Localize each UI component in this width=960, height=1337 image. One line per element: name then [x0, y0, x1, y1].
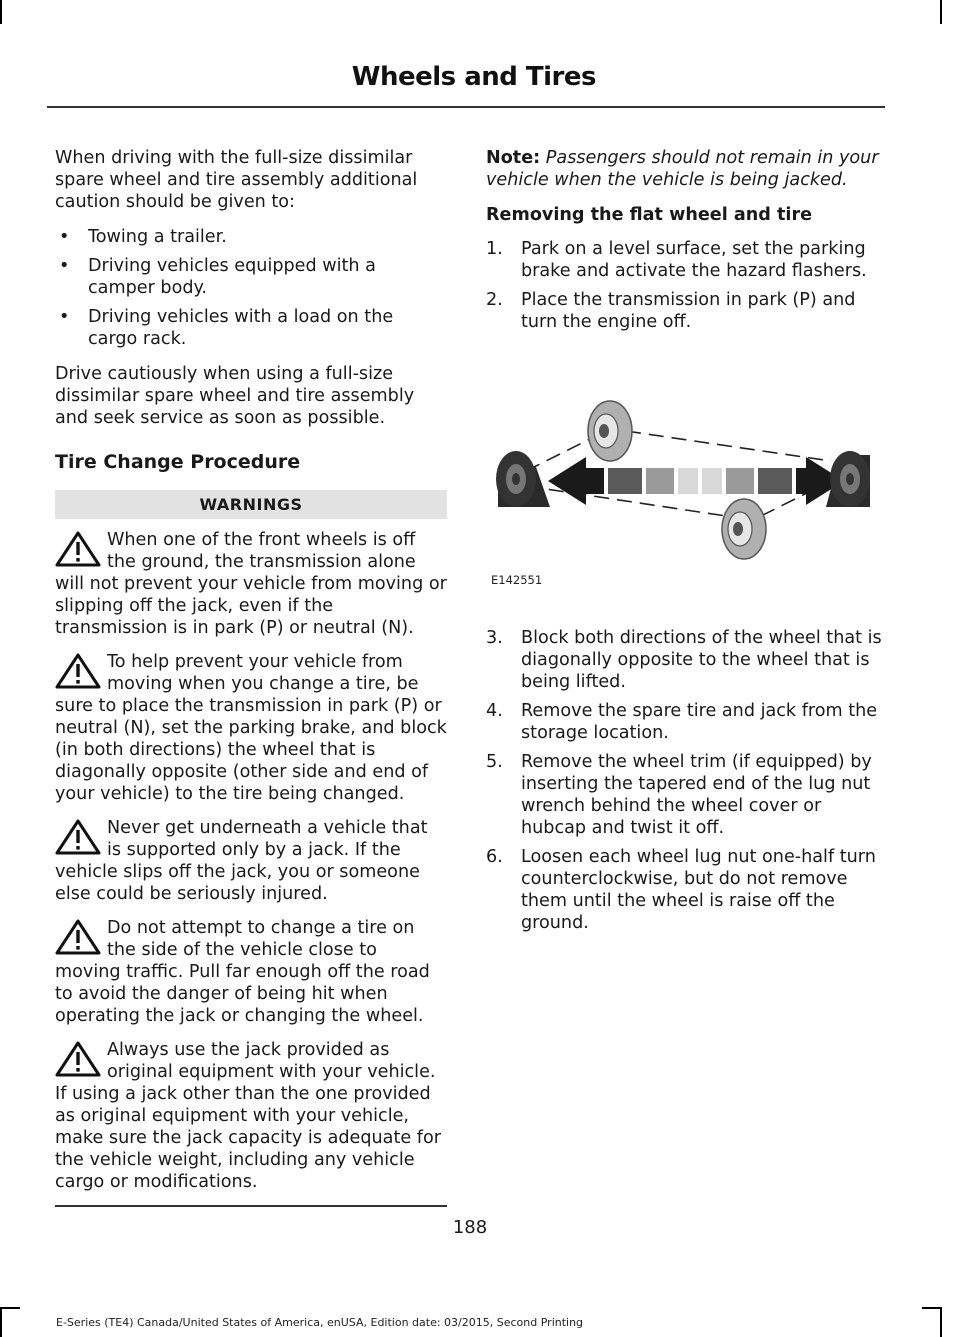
step-text: Remove the spare tire and jack from the storage location. [521, 701, 878, 743]
footer-edition: E-Series (TE4) Canada/United States of America, enUSA, Edition date: 03/2015, Second Printing [56, 1316, 584, 1329]
double-arrow [548, 457, 844, 505]
warning-triangle-icon [55, 531, 101, 567]
list-item [55, 255, 447, 299]
note-text: Passengers should not remain in your vehicle when the vehicle is being jacked. [486, 148, 879, 190]
crop-mark [0, 1307, 20, 1309]
page-header-title: Wheels and Tires [351, 62, 596, 92]
warning-item [55, 1039, 447, 1193]
list-item [486, 846, 882, 934]
warning-triangle-icon [55, 819, 101, 855]
crop-mark [940, 1307, 942, 1337]
bottom-wheel-icon [722, 499, 766, 559]
list-item-text: Towing a trailer. [88, 227, 227, 247]
warning-triangle-icon [55, 1041, 101, 1077]
crop-mark [0, 1307, 2, 1337]
bullet-marker: • [59, 256, 70, 276]
caution-paragraph: Drive cautiously when using a full-size dissimilar spare wheel and tire assembly and seek service as soon as possible. [55, 364, 415, 428]
bullet-marker: • [59, 227, 70, 247]
crop-mark [940, 0, 942, 24]
warning-text: Always use the jack provided as original equipment with your vehicle. If using a jack other than the one provided as original equipment with your vehicle, make sure the jack capacity is adequate for the vehicle weight, including any vehicle cargo or modifications. [55, 1040, 441, 1192]
warning-text: To help prevent your vehicle from moving when you change a tire, be sure to place the transmission in park (P) or neutral (N), set the parking brake, and block (in both directions) the wheel that is diagonally opposite (other side and end of your vehicle) to the tire being changed. [55, 652, 447, 804]
bullet-marker: • [59, 307, 70, 327]
warning-item [55, 817, 447, 905]
step-text: Place the transmission in park (P) and turn the engine off. [521, 290, 856, 332]
caution-list [55, 226, 447, 350]
warning-triangle-icon [55, 919, 101, 955]
warnings-end-rule [55, 1205, 447, 1207]
note-label: Note: [486, 148, 541, 168]
diagonal-wheels-illustration [486, 351, 882, 571]
list-item [55, 226, 447, 248]
step-number: 6. [486, 847, 503, 867]
header-rule [47, 106, 885, 108]
warning-item [55, 529, 447, 639]
step-number: 5. [486, 752, 503, 772]
step-number: 4. [486, 701, 503, 721]
warning-item [55, 651, 447, 805]
warning-item [55, 917, 447, 1027]
right-column [486, 147, 882, 941]
list-item [486, 238, 882, 282]
page-number: 188 [452, 1217, 488, 1238]
step-number: 2. [486, 290, 503, 310]
list-item [486, 700, 882, 744]
list-item-text: Driving vehicles equipped with a camper body. [88, 256, 376, 298]
warning-text: Do not attempt to change a tire on the side of the vehicle close to moving traffic. Pull far enough off the road to avoid the danger of being hit when operating the jack or changing the wheel. [55, 918, 430, 1026]
list-item [55, 306, 447, 350]
figure-code: E142551 [491, 573, 543, 587]
note [486, 147, 882, 191]
steps-list [486, 238, 882, 333]
section-title: Tire Change Procedure [55, 451, 301, 473]
step-text: Remove the wheel trim (if equipped) by inserting the tapered end of the lug nut wrench behind the wheel cover or hubcap and twist it off. [521, 752, 872, 838]
crop-mark [922, 1307, 942, 1309]
wheel-blocking-figure [486, 351, 882, 591]
left-chocked-wheel-icon [496, 451, 550, 507]
step-number: 3. [486, 628, 503, 648]
warning-triangle-icon [55, 653, 101, 689]
subsection-title: Removing the flat wheel and tire [486, 205, 813, 225]
list-item [486, 289, 882, 333]
list-item [486, 751, 882, 839]
list-item [486, 627, 882, 693]
step-text: Block both directions of the wheel that is diagonally opposite to the wheel that is being lifted. [521, 628, 882, 692]
steps-list [486, 627, 882, 934]
step-text: Park on a level surface, set the parking brake and activate the hazard flashers. [521, 239, 867, 281]
left-column [55, 147, 447, 1207]
right-chocked-wheel-icon [826, 451, 870, 507]
top-wheel-icon [588, 401, 632, 461]
warnings-heading: WARNINGS [55, 490, 447, 519]
step-number: 1. [486, 239, 503, 259]
step-text: Loosen each wheel lug nut one-half turn counterclockwise, but do not remove them until the wheel is raise off the ground. [521, 847, 876, 933]
warning-text: When one of the front wheels is off the ground, the transmission alone will not prevent your vehicle from moving or slipping off the jack, even if the transmission is in park (P) or neutral (N). [55, 530, 447, 638]
list-item-text: Driving vehicles with a load on the cargo rack. [88, 307, 394, 349]
warning-text: Never get underneath a vehicle that is supported only by a jack. If the vehicle slips off the jack, you or someone else could be seriously injured. [55, 818, 428, 904]
crop-mark [0, 0, 2, 24]
intro-paragraph: When driving with the full-size dissimilar spare wheel and tire assembly additional caution should be given to: [55, 148, 418, 212]
